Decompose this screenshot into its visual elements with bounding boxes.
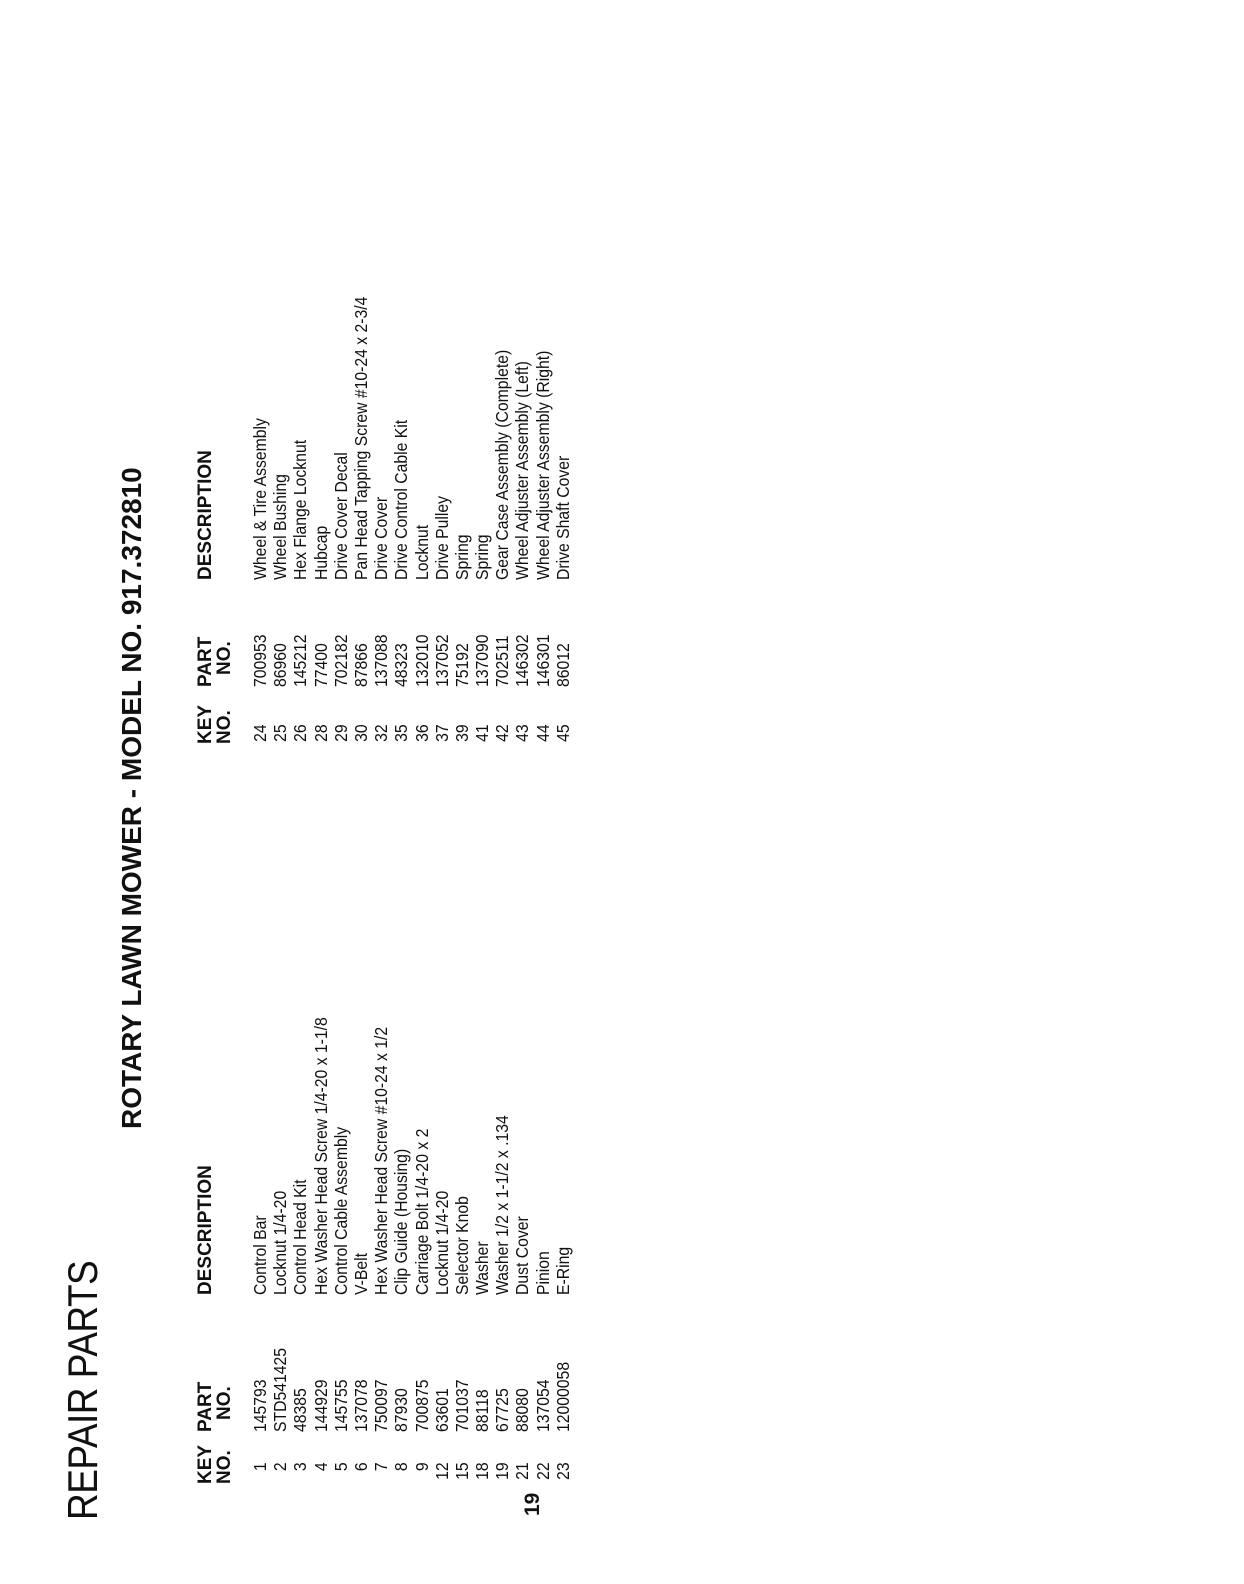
table-cell: 29 <box>330 724 351 742</box>
table-cell: Drive Pulley <box>431 495 452 580</box>
table-cell: Drive Shaft Cover <box>552 455 573 580</box>
table-cell: 30 <box>350 724 371 742</box>
table-cell: 12 <box>431 1462 452 1480</box>
table-cell: Hex Washer Head Screw 1/4-20 x 1-1/8 <box>310 1017 331 1295</box>
section-title: REPAIR PARTS <box>60 1260 106 1520</box>
table-cell: 137088 <box>371 634 392 687</box>
table-cell: 37 <box>431 724 452 742</box>
table-cell: Wheel Adjuster Assembly (Right) <box>532 350 553 580</box>
table-cell: 7 <box>371 1462 392 1472</box>
table-cell: Locknut <box>411 524 432 580</box>
right-description-header: DESCRIPTION <box>195 450 216 580</box>
table-cell: 41 <box>472 724 493 742</box>
table-cell: 42 <box>492 724 513 742</box>
table-cell: 25 <box>270 724 291 742</box>
table-cell: 3 <box>290 1462 311 1472</box>
table-cell: 4 <box>310 1462 331 1472</box>
table-cell: 75192 <box>451 643 472 687</box>
table-cell: 21 <box>512 1462 533 1480</box>
table-cell: 77400 <box>310 643 331 687</box>
table-cell: 146302 <box>512 634 533 687</box>
table-cell: Control Head Kit <box>290 1179 311 1295</box>
table-cell: 48323 <box>391 643 412 687</box>
table-cell: Pan Head Tapping Screw #10-24 x 2-3/4 <box>350 296 371 580</box>
table-cell: 36 <box>411 724 432 742</box>
table-cell: 18 <box>472 1462 493 1480</box>
table-cell: Locknut 1/4-20 <box>270 1190 291 1295</box>
left-part-header: PART NO. <box>195 1381 235 1432</box>
table-cell: 88118 <box>472 1389 493 1432</box>
table-cell: Spring <box>472 534 493 580</box>
table-cell: 132010 <box>411 634 432 687</box>
table-cell: Washer <box>472 1241 493 1295</box>
table-cell: Hex Flange Locknut <box>290 439 311 580</box>
table-cell: Control Cable Assembly <box>330 1126 351 1295</box>
table-cell: 44 <box>532 724 553 742</box>
table-cell: 146301 <box>532 634 553 687</box>
table-cell: 2 <box>270 1462 291 1472</box>
table-cell: Dust Cover <box>512 1216 533 1295</box>
table-cell: 28 <box>310 724 331 742</box>
table-cell: 32 <box>371 724 392 742</box>
left-description-header: DESCRIPTION <box>195 1165 216 1295</box>
table-cell: 702511 <box>492 635 513 687</box>
table-cell: 39 <box>451 724 472 742</box>
table-cell: 88080 <box>512 1388 533 1432</box>
table-cell: STD541425 <box>270 1347 291 1432</box>
table-cell: 43 <box>512 724 533 742</box>
table-cell: 750097 <box>371 1379 392 1432</box>
table-cell: 6 <box>350 1462 371 1472</box>
table-cell: Carriage Bolt 1/4-20 x 2 <box>411 1128 432 1295</box>
table-cell: E-Ring <box>552 1246 573 1295</box>
table-cell: 701037 <box>451 1379 472 1432</box>
table-cell: Clip Guide (Housing) <box>391 1148 412 1295</box>
table-cell: 137052 <box>431 634 452 687</box>
right-part-header: PART NO. <box>195 636 235 687</box>
left-description-column <box>250 1017 573 1295</box>
table-cell: Washer 1/2 x 1-1/2 x .134 <box>492 1115 513 1295</box>
page-number: 19 <box>521 1492 544 1516</box>
table-cell: 86960 <box>270 643 291 687</box>
table-cell: 5 <box>330 1462 351 1472</box>
right-part-column <box>250 634 573 687</box>
table-cell: 24 <box>250 724 270 742</box>
right-key-header: KEY NO. <box>195 704 235 744</box>
table-cell: Drive Control Cable Kit <box>391 419 412 580</box>
table-cell: 1 <box>250 1462 270 1472</box>
table-cell: 87866 <box>350 643 371 687</box>
table-cell: Wheel Bushing <box>270 474 291 580</box>
table-cell: Drive Cover Decal <box>330 452 351 580</box>
table-cell: 87930 <box>391 1388 412 1432</box>
table-cell: Hubcap <box>310 525 331 580</box>
table-cell: 700953 <box>250 634 270 687</box>
table-cell: Locknut 1/4-20 <box>431 1190 452 1295</box>
table-cell: 702182 <box>330 634 351 687</box>
table-cell: Drive Cover <box>371 496 392 580</box>
table-cell: 137090 <box>472 634 493 687</box>
table-cell: 137078 <box>350 1379 371 1432</box>
right-description-column <box>250 297 573 580</box>
table-cell: 45 <box>552 724 573 742</box>
left-key-column <box>250 1462 573 1484</box>
table-cell: Spring <box>451 534 472 580</box>
table-cell: 63601 <box>431 1388 452 1432</box>
table-cell: Pinion <box>532 1251 553 1295</box>
page-heading: ROTARY LAWN MOWER - MODEL NO. 917.372810 <box>116 467 147 1129</box>
table-cell: Selector Knob <box>451 1196 472 1295</box>
left-key-header: KEY NO. <box>195 1444 235 1484</box>
table-cell: 145755 <box>330 1379 351 1432</box>
table-cell: Wheel Adjuster Assembly (Left) <box>512 361 533 580</box>
right-key-column <box>250 724 573 746</box>
table-cell: 9 <box>411 1462 432 1472</box>
table-cell: 67725 <box>492 1388 513 1432</box>
table-cell: 137054 <box>532 1379 553 1432</box>
table-cell: 26 <box>290 724 311 742</box>
left-part-column <box>250 1348 573 1432</box>
table-cell: 35 <box>391 724 412 742</box>
table-cell: 23 <box>552 1462 573 1480</box>
table-cell: Hex Washer Head Screw #10-24 x 1/2 <box>371 1026 392 1295</box>
table-cell: 86012 <box>552 643 573 687</box>
table-cell: 15 <box>451 1462 472 1480</box>
table-cell: 22 <box>532 1462 553 1480</box>
table-cell: 8 <box>391 1462 412 1472</box>
table-cell: Gear Case Assembly (Complete) <box>492 349 513 580</box>
table-cell: 144929 <box>310 1379 331 1432</box>
table-cell: V-Belt <box>350 1252 371 1295</box>
table-cell: Wheel & Tire Assembly <box>250 418 270 580</box>
table-cell: 12000058 <box>552 1361 573 1432</box>
table-cell: 48385 <box>290 1388 311 1432</box>
table-cell: 19 <box>492 1462 513 1480</box>
table-cell: 145212 <box>290 634 311 687</box>
table-cell: Control Bar <box>250 1215 270 1295</box>
table-cell: 145793 <box>250 1379 270 1432</box>
table-cell: 700875 <box>411 1379 432 1432</box>
